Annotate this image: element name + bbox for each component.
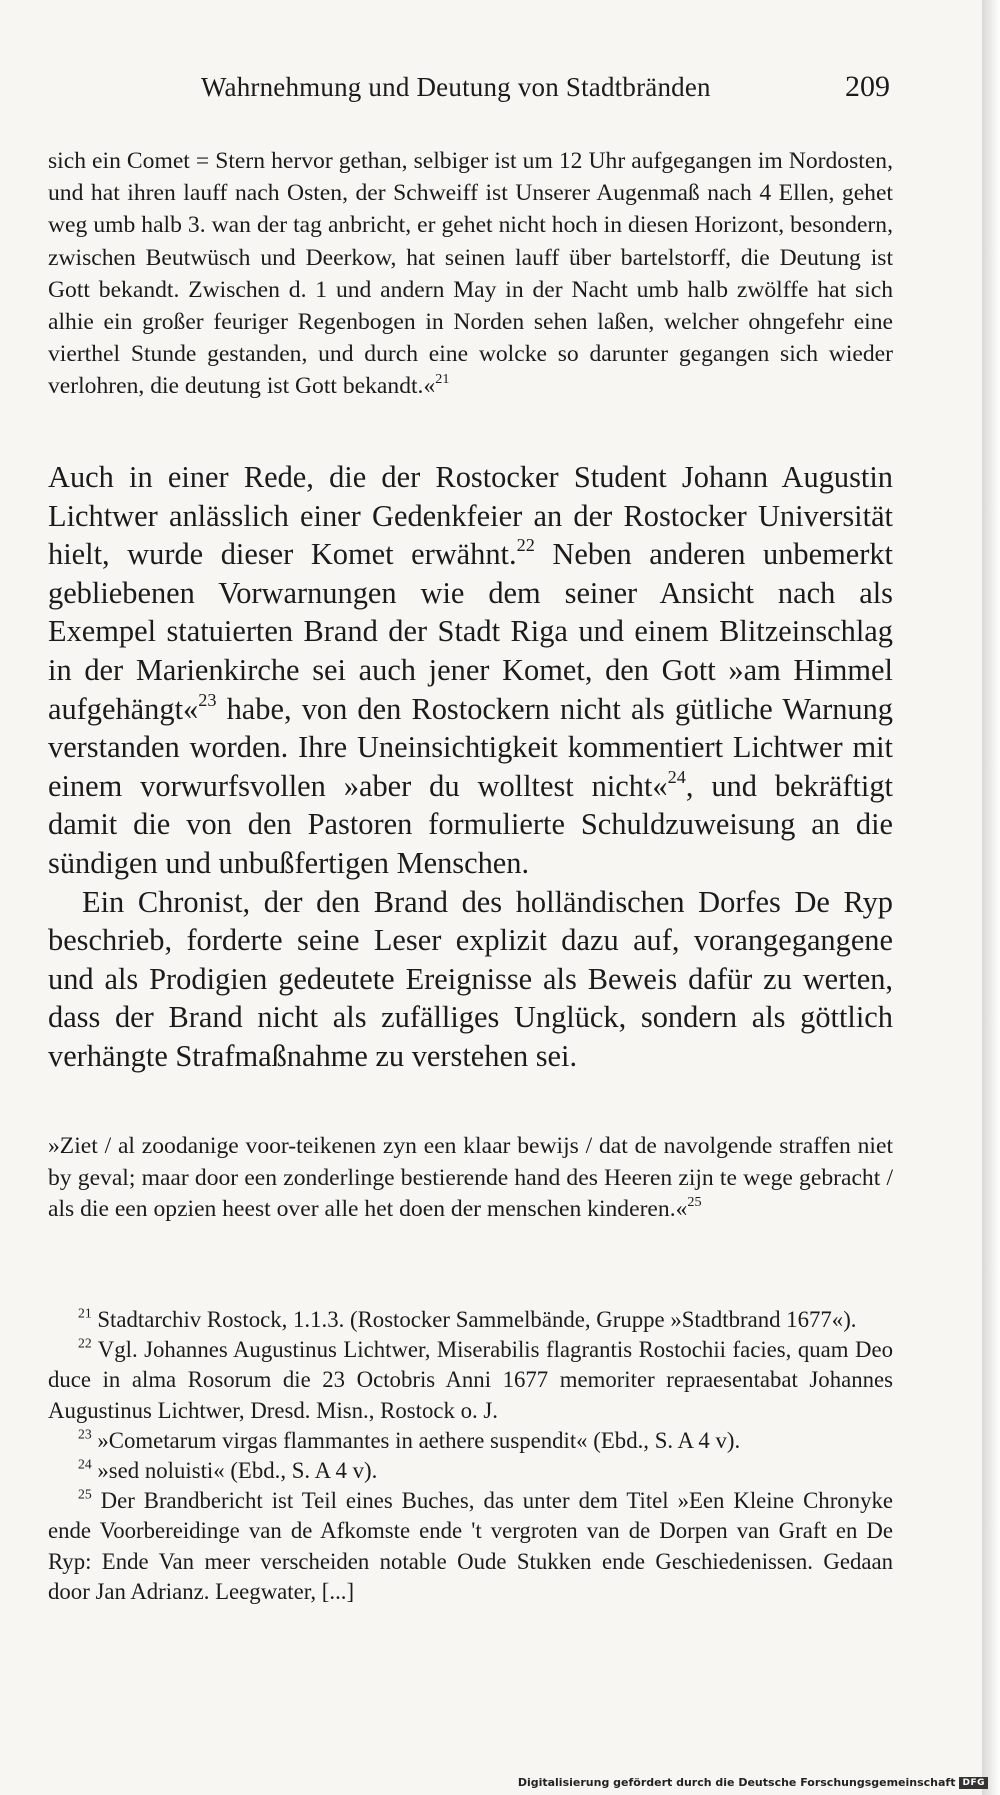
quote-2-paragraph (48, 1131, 893, 1226)
footnotes (48, 1305, 893, 1607)
footnote-text: »Cometarum virgas flammantes in aethere suspendit« (Ebd., S. A 4 v). (97, 1427, 741, 1453)
body-p1-segment-b: Neben anderen unbemerkt gebliebenen Vorwarnungen wie dem seiner Ansicht nach als Exempel statuierten Brand der Stadt Riga und einem Blitzeinschlag in der Marienkirche sei auch jener Komet, den Gott »am Himmel aufgehängt« (48, 537, 893, 726)
body-p1-segment-a: Auch in einer Rede, die der Rostocker Student Johann Augustin Lichtwer anlässlich einer Gedenkfeier an der Rostocker Universität hielt, wurde dieser Komet erwähnt. (48, 460, 893, 572)
running-head: Wahrnehmung und Deutung von Stadtbränden (201, 72, 711, 102)
footnote-ref-25: 25 (687, 1194, 702, 1211)
digitization-footer (518, 1776, 988, 1789)
footer-text: Digitalisierung gefördert durch die Deutsche Forschungsgemeinschaft (517, 1776, 956, 1789)
footnote-number: 24 (78, 1456, 92, 1472)
footnote-ref-23: 23 (198, 689, 217, 710)
body-p1-segment-d: , und bekräftigt damit die von den Pastoren formulierte Schuldzuweisung an die sündigen und unbußfertigen Menschen. (48, 768, 894, 880)
footnote (48, 1426, 893, 1456)
footnote (48, 1456, 893, 1486)
page-edge (982, 0, 1000, 1795)
footnote (48, 1335, 893, 1426)
quote-1-paragraph (48, 145, 893, 403)
footnote-text: Vgl. Johannes Augustinus Lichtwer, Miserabilis flagrantis Rostochii facies, quam Deo duce in alma Rosorum die 23 Octobris Anni 1677 memoriter repraesentabat Johannes Augustinus Lichtwer, Dresd. Misn., Rostock o. J. (48, 1337, 893, 1423)
footnote-number: 23 (78, 1426, 92, 1442)
footnote-number: 22 (78, 1335, 92, 1351)
footnote-number: 21 (78, 1305, 92, 1321)
block-quote-1 (48, 145, 893, 403)
quote-1-text: sich ein Comet = Stern hervor gethan, selbiger ist um 12 Uhr aufgegangen im Nordosten, und hat ihren lauff nach Osten, der Schweiff ist Unserer Augenmaß nach 4 Ellen, gehet weg umb halb 3. wan der tag anbricht, er gehet nicht hoch in diesen Horizont, besondern, zwischen Beutwüsch und Deerkow, hat seinen lauff über bartelstorff, die Deutung ist Gott bekandt. Zwischen d. 1 und andern May in der Nacht umb halb zwölffe hat sich alhie ein großer feuriger Regenbogen in Norden sehen laßen, welcher ohngefehr eine vierthel Stunde gestanden, und durch eine wolcke so darunter gegangen sich wieder verlohren, die deutung ist Gott bekandt.« (48, 148, 893, 400)
block-quote-2 (48, 1131, 893, 1226)
quote-2-text: »Ziet / al zoodanige voor-teikenen zyn een klaar bewijs / dat de navolgende straffen niet by geval; maar door een zonderlinge bestierende hand des Heeren zijn te wege gebracht / als die een opzien heest over alle het doen der menschen kinderen.« (48, 1133, 893, 1222)
body-paragraph-1 (48, 458, 893, 883)
footnote-ref-21: 21 (435, 371, 450, 388)
footnote (48, 1305, 893, 1335)
body-paragraph-2: Ein Chronist, der den Brand des holländischen Dorfes De Ryp beschrieb, forderte seine Leser explizit dazu auf, vorangegangene und als Prodigien gedeutete Ereignisse als Beweis dafür zu werten, dass der Brand nicht als zufälliges Unglück, sondern als göttlich verhängte Strafmaßnahme zu verstehen sei. (48, 884, 893, 1073)
footnote-ref-24: 24 (667, 766, 686, 787)
footnote-text: Stadtarchiv Rostock, 1.1.3. (Rostocker Sammelbände, Gruppe »Stadtbrand 1677«). (97, 1307, 857, 1332)
body-p1-segment-c: habe, von den Rostockern nicht als gütliche Warnung verstanden worden. Ihre Uneinsichtigkeit kommentiert Lichtwer mit einem vorwurfsvollen »aber du wolltest nicht« (48, 691, 893, 803)
body-text (48, 458, 893, 1076)
footnote-text: Der Brandbericht ist Teil eines Buches, das unter dem Titel »Een Kleine Chronyke ende Voorbereidinge van de Afkomste ende 't vergroten van de Dorpen van Graft en De Ryp: Ende Van meer verscheiden notable Oude Stukken ende Geschiedenissen. Gedaan door Jan Adrianz. Leegwater, [...] (48, 1488, 893, 1604)
footnote (48, 1486, 893, 1607)
page-number: 209 (845, 70, 890, 103)
dfg-logo: DFG (959, 1777, 988, 1789)
page-header (48, 70, 890, 104)
footnote-ref-22: 22 (516, 535, 535, 556)
footnote-number: 25 (78, 1486, 92, 1502)
footnote-text: »sed noluisti« (Ebd., S. A 4 v). (97, 1458, 378, 1484)
